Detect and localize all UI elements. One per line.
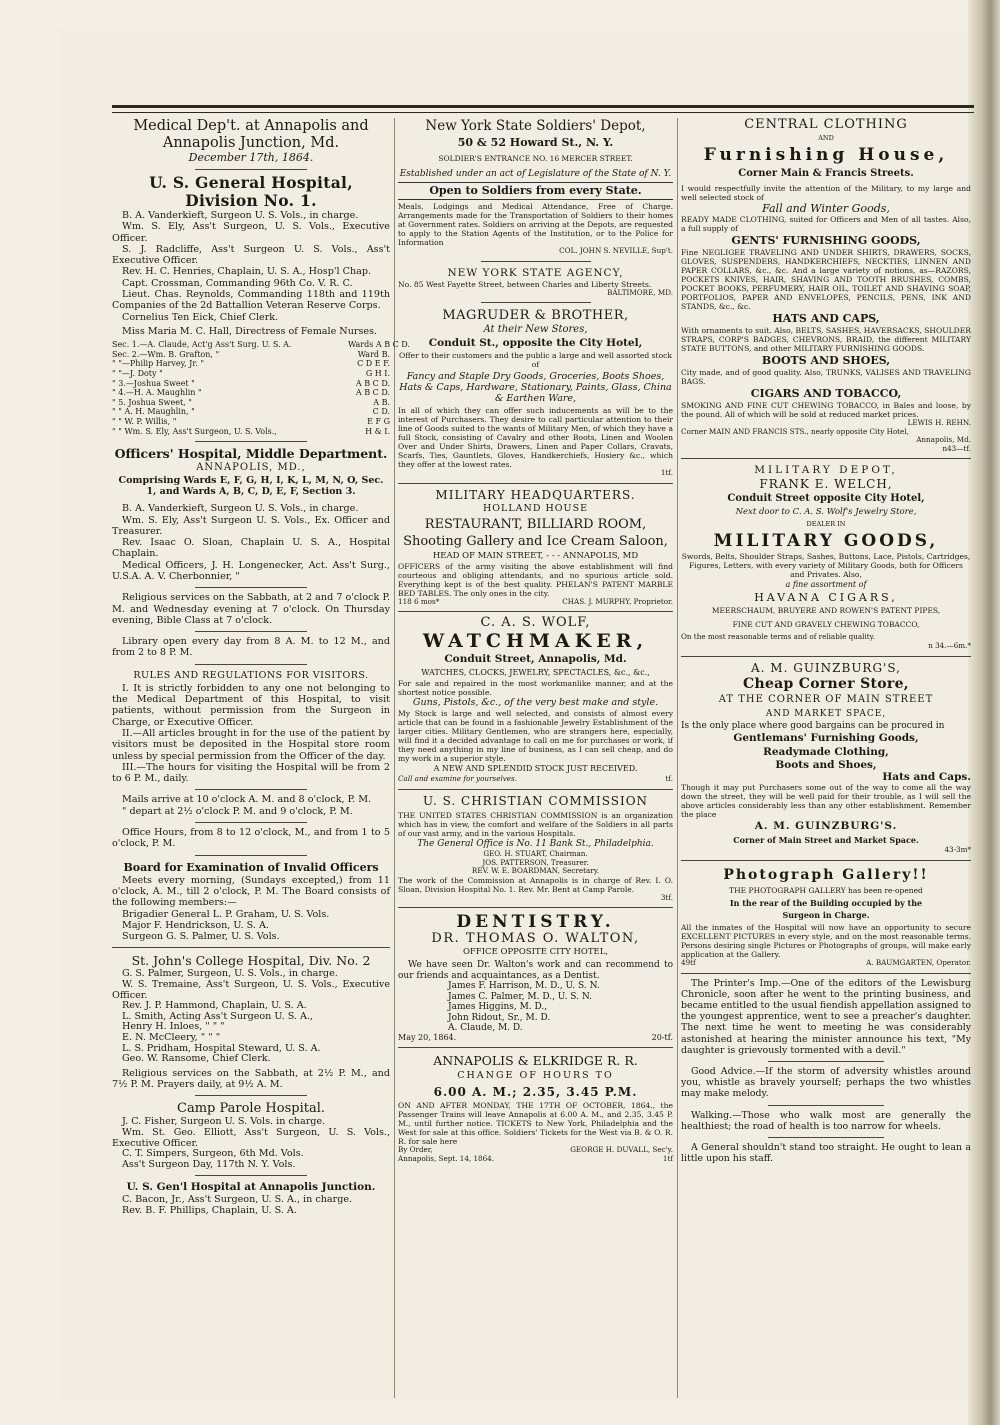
ad-location: HEAD OF MAIN STREET, - - - ANNAPOLIS, MD xyxy=(432,550,639,561)
ward-row: Sec. 2.—Wm. B. Grafton, " Ward B. xyxy=(112,349,390,359)
ad-text: Meals, Lodgings and Medical Attendance, Free of Charge. Arrangements made for the Transportation of Soldiers to their homes at Government rates. Soldiers on arriving at the Depots, are requested to apply to the Station Agents of the Institution, or to the Police for Information xyxy=(398,202,673,247)
ad-refs: James F. Harrison, M. D., U. S. N. James C. Palmer, M. D., U. S. N. James Higgins, M. D., John Ridout, Sr., M. D. A. Claude, M. D. xyxy=(448,981,600,1034)
divider xyxy=(195,631,306,632)
ad-boots: Boots and Shoes, xyxy=(775,759,877,772)
top-rule-thin xyxy=(112,112,974,113)
ad-street: Conduit Street opposite City Hotel, xyxy=(727,493,925,505)
ad-address: Corner MAIN AND FRANCIS STS., nearly opposite City Hotel, xyxy=(681,426,909,436)
ad-officers: GEO. H. STUART, Chairman. JOS. PATTERSON, Treasurer. REV. W. E. BOARDMAN, Secretary. xyxy=(471,848,600,876)
divider xyxy=(768,1137,884,1138)
paragraph: Good Advice.—If the storm of adversity whistles around you, whistle as bravely yourself; perhaps the two whistles may make melody. xyxy=(681,1065,971,1100)
ad-store: Cheap Corner Store, xyxy=(743,675,909,692)
ad-text: Swords, Belts, Shoulder Straps, Sashes, Buttons, Lace, Pistols, Cartridges, Figures, Letters, with every variety of Military Goods, both for Officers and Privates. Also, xyxy=(681,552,971,580)
ad-subhead: GENTS' FURNISHING GOODS, xyxy=(731,234,921,247)
ad-place: Annapolis, Md. xyxy=(916,435,971,445)
section-title: Officers' Hospital, Middle Department. xyxy=(114,446,388,462)
paragraph: The Printer's Imp.—One of the editors of the Lewisburg Chronicle, soon after he went to the printing business, and became entitled to the usual fiendish appellation assigned to the youngest apprentice, went to see a preacher's daughter. The next time he went to meeting he was considerably astonished at hearing the minister announce his text, "My daughter is grievously tormented with a devil." xyxy=(681,977,971,1056)
section-title: Board for Examination of Invalid Officers xyxy=(123,860,379,874)
ad-signed: LEWIS H. REHN. xyxy=(907,418,971,427)
divider xyxy=(681,458,971,459)
ad-text: We have seen Dr. Walton's work and can recommend to our friends and acquaintances, as a Dentist. xyxy=(398,960,673,981)
ad-text: With ornaments to suit. Also, BELTS, SASHES, HAVERSACKS, SHOULDER STRAPS, CORP'S BADGES, CHEVRONS, BRAID, the different MILITARY STATE BUTTONS, and other MILITARY FURNISHING GOODS. xyxy=(681,326,971,353)
wards-line: Comprising Wards E, F, G, H, I, K, L, M, N, O, Sec. 1, and Wards A, B, C, D, E, F, Section 3. xyxy=(118,475,384,498)
column-3 xyxy=(681,118,971,1398)
ad-place: BALTIMORE, MD. xyxy=(607,287,673,297)
ad-hours: 6.00 A. M.; 2.35, 3.45 P.M. xyxy=(433,1085,638,1100)
place-line: ANNAPOLIS, MD., xyxy=(196,462,306,474)
ad-street: Conduit St., opposite the City Hotel, xyxy=(428,337,643,350)
ad-name: DR. THOMAS O. WALTON, xyxy=(431,931,640,947)
ad-guns: Guns, Pistols, &c., of the very best make and style. xyxy=(412,697,659,709)
ad-name: C. A. S. WOLF, xyxy=(480,615,591,631)
divider xyxy=(195,789,306,790)
ad-text: Is the only place where good bargains can be procured in xyxy=(681,720,945,731)
paragraph: Walking.—Those who walk most are generally the healthiest; the road of health is too narrow for wheels. xyxy=(681,1109,971,1132)
ad-text: Offer to their customers and the public a large and well assorted stock of xyxy=(398,351,673,370)
staff-list: C. Bacon, Jr., Ass't Surgeon, U. S. A., in charge. Rev. B. F. Phillips, Chaplain, U. S. A. xyxy=(122,1194,353,1216)
ad-title: NEW YORK STATE AGENCY, xyxy=(447,266,624,279)
divider xyxy=(681,656,971,657)
ward-row: " " A. H. Maughlin, " C D. xyxy=(112,407,390,417)
ad-title: ANNAPOLIS & ELKRIDGE R. R. xyxy=(433,1053,638,1069)
ward-row: " 5. Joshua Sweet, " A B. xyxy=(112,397,390,407)
ad-text: ON AND AFTER MONDAY, THE 17TH OF OCTOBER, 1864., the Passenger Trains will leave Annapolis at 6.00 A. M., and 2.35, 3.45 P. M., until further notice. TICKETS to New York, Philadelphia and the West for sale at this office. Soldiers' Tickets for the West via B. & O. R. R. for sale here xyxy=(398,1101,673,1147)
divider xyxy=(768,1105,884,1106)
column-divider xyxy=(394,118,395,1398)
ad-rear: In the rear of the Building occupied by the xyxy=(729,897,923,908)
ward-row: " " Wm. S. Ely, Ass't Surgeon, U. S. Vols., H & I. xyxy=(112,426,390,436)
ad-trade: WATCHMAKER, xyxy=(422,630,649,653)
ad-street: Conduit Street, Annapolis, Md. xyxy=(444,653,627,666)
ad-entrance: SOLDIER'S ENTRANCE NO. 16 MERCER STREET. xyxy=(438,154,633,163)
ad-subhead: BOOTS AND SHOES, xyxy=(761,354,891,367)
ad-text: I would respectfully invite the attention of the Military, to my large and well selected stock of xyxy=(681,184,971,202)
staff-list: G. S. Palmer, Surgeon, U. S. Vols., in charge. W. S. Tremaine, Ass't Surgeon, U. S. Vols., Executive Officer. Rev. J. P. Hammond, Chaplain, U. S. A. L. Smith, Acting Ass't Surgeon U. S. A., Henry H. Inloes, " " " E. N. McCleery, " " " L. S. Pridham, Hospital Steward, U. S. A. Geo. W. Ransome, Chief Clerk. xyxy=(112,968,390,1065)
ad-code: 1tf. xyxy=(660,468,673,478)
ad-and: AND xyxy=(818,134,834,142)
ad-text: In all of which they can offer such inducements as will be to the interest of Purchasers. They desire to call particular attention to their line of Goods suited to the wants of Military Men, of which they have a full Stock, consisting of Cavalry and other Boots, Linen and Woolen Over and Under Shirts, Drawers, Linen and Paper Collars, Cravats, Scarfs, Ties, Gauntlets, Gloves, Handkerchiefs, Hosiery &c., which they offer at the lowest rates. xyxy=(398,406,673,470)
divider xyxy=(195,169,306,170)
ad-signature: COL. JOHN S. NEVILLE, Sup't. xyxy=(559,246,673,255)
ad-sub: At their New Stores, xyxy=(483,324,588,336)
divider xyxy=(195,587,306,588)
ad-pipes: MEERSCHAUM, BRUYERE AND ROWEN'S PATENT PIPES, xyxy=(711,606,941,616)
ad-footer: May 20, 1864. 20-tf. xyxy=(398,1032,673,1042)
divider xyxy=(195,1095,306,1096)
ad-text: All the inmates of the Hospital will now have an opportunity to secure EXCELLENT PICTURES in every style, and on the most reasonable terms. Persons desiring single Pictures or Photographs of groups, will make early application at the Gallery. xyxy=(681,922,971,959)
ad-text: Fine NEGLIGEE TRAVELING AND UNDER SHIRTS, DRAWERS, SOCKS, GLOVES, SUSPENDERS, HANDKERCHIEFS, NECKTIES, LINNEN AND PAPER COLLARS, &c., &c. And a large variety of notions, as—RAZORS, POCKETS KNIVES, HAIR, SHAVING AND TOOTH BRUSHES, COMBS, POCKET BOOKS, PERFUMERY, HAIR OIL, TOILET AND SHAVING SOAP, PORTFOLIOS, PAPER AND ENVELOPES, PENCILS, PENS, INK AND STANDS, &c., &c. xyxy=(681,248,971,311)
divider xyxy=(681,973,971,974)
ad-title: DENTISTRY. xyxy=(456,912,615,933)
ad-title: A. M. GUINZBURG'S, xyxy=(751,660,901,675)
ad-text: The work of the Commission at Annapolis is in charge of Rev. I. O. Sloan, Division Hospital No. 1. Rev. Mr. Bent at Camp Parole. xyxy=(398,875,673,894)
staff-list: J. C. Fisher, Surgeon U. S. Vols. in charge. Wm. St. Geo. Elliott, Ass't Surgeon, U. S. Vols., Executive Officer. C. T. Simpers, Surgeon, 6th Md. Vols. Ass't Surgeon Day, 117th N. Y. Vols. xyxy=(112,1116,390,1170)
divider xyxy=(481,261,591,262)
ward-row: " 3.—Joshua Sweet " A B C D. xyxy=(112,378,390,388)
ad-surgeon: Surgeon in Charge. xyxy=(782,909,870,920)
ad-change: CHANGE OF HOURS TO xyxy=(457,1070,614,1082)
divider xyxy=(195,822,306,823)
ad-signed: By Order, GEORGE H. DUVALL, Sec'y. xyxy=(398,1145,673,1155)
ad-code: 43-3m* xyxy=(944,845,971,855)
ad-title: Photograph Gallery!! xyxy=(723,866,929,883)
ad-and: AND MARKET SPACE, xyxy=(765,708,887,719)
page-binding-edge xyxy=(968,0,1000,1425)
ad-code: 3tf. xyxy=(660,892,673,902)
ad-subhead: HATS AND CAPS, xyxy=(772,312,880,325)
ad-code: n43—tf. xyxy=(942,443,971,453)
ward-row: " "—J. Doty " G H I. xyxy=(112,369,390,379)
ad-received: A NEW AND SPLENDID STOCK JUST RECEIVED. xyxy=(433,764,638,774)
ad-office: The General Office is No. 11 Bank St., Philadelphia. xyxy=(417,838,654,849)
ad-code: n 34.—6m.* xyxy=(928,640,971,650)
staff-list: B. A. Vanderkieft, Surgeon U. S. Vols., in charge. Wm. S. Ely, Ass't Surgeon, U. S. Vols., Executive Officer. S. J. Radcliffe, Ass't Surgeon U. S. Vols., Ass't Executive Officer. Rev. H. C. Henries, Chaplain, U. S. A., Hosp'l Chap. Capt. Crossman, Commanding 96th Co. V. R. C. Lieut. Chas. Reynolds, Commanding 118th and 119th Companies of the 2d Battallion Veteran Reserve Corps. Cornelius Ten Eick, Chief Clerk. xyxy=(112,210,390,323)
ad-line: Shooting Gallery and Ice Cream Saloon, xyxy=(403,533,668,549)
ad-title: MILITARY HEADQUARTERS. xyxy=(435,487,636,502)
services-text: Religious services on the Sabbath, at 2 and 7 o'clock P. M. and Wednesday evening at 7 o'clock. On Thursday evening, Bible Class at 7 o'clock. xyxy=(112,592,390,626)
ad-established: Established under an act of Legislature of the State of N. Y. xyxy=(399,169,672,179)
ad-ready: Readymade Clothing, xyxy=(763,746,889,759)
ward-row: " "—Philip Harvey, Jr. " C D E F. xyxy=(112,359,390,369)
section-title: U. S. General Hospital, Division No. 1. xyxy=(149,173,353,210)
ad-text: No. 85 West Fayette Street, between Charles and Liberty Streets. xyxy=(398,279,652,289)
ad-footer: 49tf A. BAUMGARTEN, Operator. xyxy=(681,957,971,967)
ad-house: HOLLAND HOUSE xyxy=(482,502,589,514)
section-title: U. S. Gen'l Hospital at Annapolis Junction. xyxy=(126,1181,376,1194)
column-1 xyxy=(112,118,410,1398)
ad-footer: 118 6 mos* CHAS. J. MURPHY, Proprietor. xyxy=(398,596,673,606)
mails-line: Mails arrive at 10 o'clock A. M. and 8 o'clock, P. M. xyxy=(122,794,372,806)
ad-goods: Gentlemans' Furnishing Goods, xyxy=(733,732,919,745)
ad-text: THE UNITED STATES CHRISTIAN COMMISSION is an organization which has in view, the comfort and welfare of the Soldiers in all parts of our vast army, and in the various Hospitals. xyxy=(398,810,673,838)
ad-havana: HAVANA CIGARS, xyxy=(754,591,898,605)
ad-fall: Fall and Winter Goods, xyxy=(762,202,890,215)
ad-title: New York State Soldiers' Depot, xyxy=(425,118,646,134)
ad-text: READY MADE CLOTHING, suited for Officers and Men of all tastes. Also, a full supply of xyxy=(681,215,971,233)
rules-list: I. It is strictly forbidden to any one not belonging to the Medical Department of this Hospital, to visit patients, without permission from the Surgeon in Charge, or Executive Officer. II.—All articles brought in for the use of the patient by visitors must be deposited in the Hospital store room unless by special permission from the Officer of the day. III.—The hours for visiting the Hospital will be from 2 to 6 P. M., daily. xyxy=(112,682,390,785)
ad-corner2: Corner of Main Street and Market Space. xyxy=(733,835,919,846)
ad-assortment: a fine assortment of xyxy=(785,580,867,590)
ad-hats: Hats and Caps. xyxy=(882,771,971,784)
column-divider xyxy=(677,118,678,1398)
ad-text: SMOKING AND FINE CUT CHEWING TOBACCO, in Bales and loose, by the pound. All of which will be sold at reduced market prices. xyxy=(681,401,971,419)
divider xyxy=(398,907,673,908)
ad-banner: Open to Soldiers from every State. xyxy=(398,182,673,200)
ad-terms: On the most reasonable terms and of reliable quality. xyxy=(681,632,876,642)
ad-line: RESTAURANT, BILLIARD ROOM, xyxy=(424,516,647,532)
column-2 xyxy=(398,118,673,1398)
masthead-date: December 17th, 1864. xyxy=(188,151,314,164)
divider xyxy=(398,1047,673,1048)
section-title: St. John's College Hospital, Div. No. 2 xyxy=(131,953,371,969)
ad-title: CENTRAL CLOTHING xyxy=(744,117,908,132)
board-members: Brigadier General L. P. Graham, U. S. Vols. Major F. Hendrickson, U. S. A. Surgeon G. S. Palmer, U. S. Vols. xyxy=(122,908,330,943)
ad-tobacco: FINE CUT AND GRAVELY CHEWING TOBACCO, xyxy=(732,620,920,630)
ad-title: MILITARY DEPOT, xyxy=(754,464,898,477)
ad-text: My Stock is large and well selected, and consists of almost every article that can be found in a fashionable Jewelry Establishment of the larger cities. Military Gentlemen, who are strangers here, especially, will find it a decided advantage to call on me for purchases or work, if they need anything in my line of business, as I can sell cheap, and do my work in a superior style. xyxy=(398,709,673,764)
ad-text: Though it may put Purchasers some out of the way to come all the way down the street, they will be well paid for their trouble, as I will sell the above articles considerably less than any other establishment. Remember the place xyxy=(681,783,971,820)
ad-text: City made, and of good quality. Also, TRUNKS, VALISES AND TRAVELING BAGS. xyxy=(681,368,971,386)
paragraph: A General shouldn't stand too straight. He ought to lean a little upon his staff. xyxy=(681,1141,971,1165)
ad-next: Next door to C. A. S. Wolf's Jewelry Store, xyxy=(735,507,917,518)
board-text: Meets every morning, (Sundays excepted,) from 11 o'clock, A. M., till 2 o'clock, P. M. The Board consists of the following members:— xyxy=(112,874,390,909)
ad-dealer: DEALER IN xyxy=(806,520,846,529)
divider xyxy=(398,483,673,484)
divider xyxy=(195,664,306,665)
ad-text: For sale and repaired in the most workmanlike manner, and at the shortest notice possible. xyxy=(398,679,673,698)
ward-row: " 4.—H. A. Maughlin " A B C D. xyxy=(112,388,390,398)
ward-row: " " W. P. Willis, " E F G xyxy=(112,417,390,427)
staff-list: B. A. Vanderkieft, Surgeon U. S. Vols., in charge. Wm. S. Ely, Ass't Surgeon U. S. Vols., Ex. Officer and Treasurer. Rev. Isaac O. Sloan, Chaplain U. S. A., Hospital Chaplain. Medical Officers, J. H. Longenecker, Act. Ass't Surg., U.S.A. A. V. Cherbonnier, " xyxy=(112,503,390,582)
ward-list xyxy=(112,340,410,436)
ad-text: OFFICERS of the army visiting the above establishment will find courteous and obliging attendants, and no spurious article sold. Everything kept is of the best quality. PHELAN'S PATENT MARBLE BED TABLES. The only ones in the city. xyxy=(398,561,673,598)
ward-row: Sec. 1.—A. Claude, Act'g Ass't Surg. U. S. A. Wards A B C D. xyxy=(112,340,410,350)
ad-footer: Call and examine for yourselves. tf. xyxy=(398,774,673,784)
nurses-line: Miss Maria M. C. Hall, Directress of Female Nurses. xyxy=(122,325,378,337)
divider xyxy=(681,860,971,861)
divider xyxy=(112,947,390,948)
divider xyxy=(481,302,591,303)
ad-title: MAGRUDER & BROTHER, xyxy=(442,308,629,324)
ad-text: THE PHOTOGRAPH GALLERY has been re-opened xyxy=(729,885,923,895)
masthead: Medical Dep't. at Annapolis and Annapolis Junction, Md. xyxy=(133,118,369,151)
top-rule xyxy=(112,105,974,108)
divider xyxy=(768,1061,884,1062)
ad-address: 50 & 52 Howard St., N. Y. xyxy=(457,136,614,149)
miscellany xyxy=(681,978,971,1165)
ad-footer: Annapolis, Sept. 14, 1864. 1tf xyxy=(398,1154,673,1164)
mails-line: " depart at 2½ o'clock P. M. and 9 o'clock, P. M. xyxy=(122,805,353,817)
ad-house: Furnishing House, xyxy=(703,145,949,165)
services-text: Religious services on the Sabbath, at 2½ P. M., and 7½ P. M. Prayers daily, at 9½ A. M. xyxy=(112,1067,390,1091)
ad-office: OFFICE OPPOSITE CITY HOTEL, xyxy=(462,947,609,958)
divider xyxy=(398,611,673,612)
office-hours: Office Hours, from 8 to 12 o'clock, M., and from 1 to 5 o'clock, P. M. xyxy=(112,827,390,850)
divider xyxy=(398,789,673,790)
divider xyxy=(195,441,306,442)
divider xyxy=(195,1175,306,1176)
library-text: Library open every day from 8 A. M. to 12 M., and from 2 to 8 P. M. xyxy=(112,636,390,659)
ad-corner: Corner Main & Francis Streets. xyxy=(738,168,914,179)
ad-corner: AT THE CORNER OF MAIN STREET xyxy=(718,693,934,705)
section-title: Camp Parole Hospital. xyxy=(177,1101,325,1117)
ad-subhead: CIGARS AND TOBACCO, xyxy=(750,387,902,400)
ad-goods: WATCHES, CLOCKS, JEWELRY, SPECTACLES, &c., &c., xyxy=(421,668,650,678)
ad-again: A. M. GUINZBURG'S. xyxy=(754,820,898,833)
ad-goods: MILITARY GOODS, xyxy=(713,531,939,552)
section-title: RULES AND REGULATIONS FOR VISITORS. xyxy=(133,669,369,681)
divider xyxy=(195,855,306,856)
ad-name: FRANK E. WELCH, xyxy=(759,477,893,492)
ad-goods: Fancy and Staple Dry Goods, Groceries, Boots Shoes, Hats & Caps, Hardware, Stationary, Paints, Glass, China & Earthen Ware, xyxy=(399,371,672,405)
ad-title: U. S. CHRISTIAN COMMISSION xyxy=(422,793,649,808)
